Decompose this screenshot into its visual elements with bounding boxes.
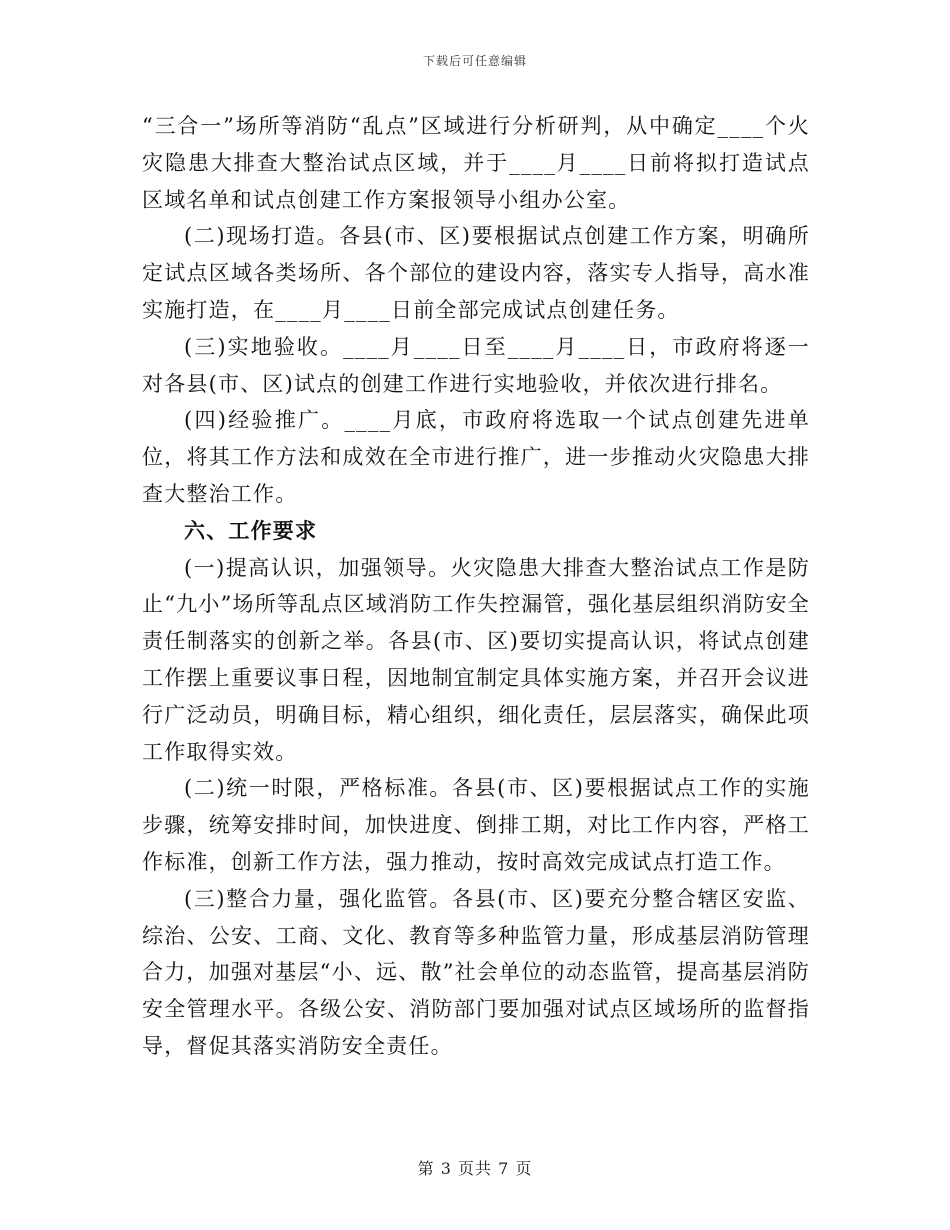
section-heading-requirements: 六、工作要求 [184,518,318,543]
paragraph-requirement-1: (一)提高认识，加强领导。火灾隐患大排查大整治试点工作是防止“九小”场所等乱点区域消防工作失控漏管，强化基层组织消防安全责任制落实的创新之举。各县(市、区)要切实提高认识，将试点创建工作摆上重要议事日程，因地制宜制定具体实施方案，并召开会议进行广泛动员，明确目标，精心组织，细化责任，层层落实，确保此项工作取得实效。 [142,555,810,764]
document-body [142,108,810,1065]
page-header: 下载后可任意编辑 [422,54,527,68]
paragraph-step-2: (二)现场打造。各县(市、区)要根据试点创建工作方案，明确所定试点区域各类场所、各个部位的建设内容，落实专人指导，高水准实施打造，在____月____日前全部完成试点创建任务。 [142,224,810,322]
page-footer: 第 3 页共 7 页 [417,1159,533,1178]
paragraph-requirement-3: (三)整合力量，强化监管。各县(市、区)要充分整合辖区安监、综治、公安、工商、文化、教育等多种监管力量，形成基层消防管理合力，加强对基层“小、远、散”社会单位的动态监管，提高基层消防安全管理水平。各级公安、消防部门要加强对试点区域场所的监督指导，督促其落实消防安全责任。 [142,886,810,1058]
paragraph-step-4: (四)经验推广。____月底，市政府将选取一个试点创建先进单位，将其工作方法和成效在全市进行推广，进一步推动火灾隐患大排查大整治工作。 [142,408,810,506]
paragraph-step-3: (三)实地验收。____月____日至____月____日，市政府将逐一对各县(市、区)试点的创建工作进行实地验收，并依次进行排名。 [142,334,810,396]
paragraph-continuation: “三合一”场所等消防“乱点”区域进行分析研判，从中确定____个火灾隐患大排查大整治试点区域，并于____月____日前将拟打造试点区域名单和试点创建工作方案报领导小组办公室。 [142,114,810,212]
paragraph-requirement-2: (二)统一时限，严格标准。各县(市、区)要根据试点工作的实施步骤，统筹安排时间，加快进度、倒排工期，对比工作内容，严格工作标准，创新工作方法，强力推动，按时高效完成试点打造工作。 [142,776,810,874]
